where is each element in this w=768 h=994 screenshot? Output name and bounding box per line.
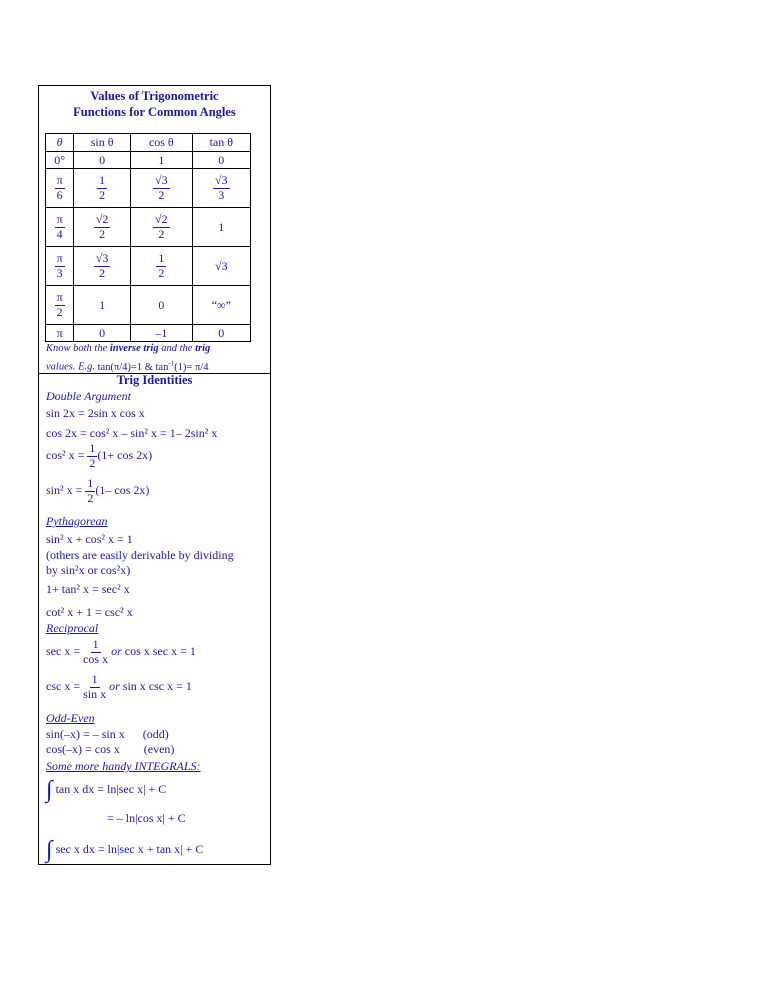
identity-sec: [46, 638, 196, 667]
frac-den: 2: [158, 265, 165, 280]
eq-rhs: sin x csc x = 1: [122, 679, 192, 694]
eq-tag: (even): [143, 742, 175, 756]
frac-den: 2: [89, 455, 96, 470]
cell-tan: 0: [192, 325, 250, 342]
frac-den: 2: [87, 490, 94, 505]
cell-sin: [74, 169, 131, 208]
table-row: [46, 208, 251, 247]
identity-sin-2x: sin 2x = 2sin x cos x: [46, 406, 145, 420]
frac-num: 1: [89, 441, 96, 455]
cell-sin: 0: [74, 325, 131, 342]
odd-even-heading: Odd-Even: [46, 711, 95, 725]
integral-sign: ∫: [46, 837, 53, 863]
identity-cos-2x: cos 2x = cos² x – sin² x = 1– 2sin² x: [46, 426, 218, 440]
cell-angle: 0°: [46, 152, 74, 169]
eq-lhs: cos² x =: [46, 448, 85, 463]
cell-angle: [46, 247, 74, 286]
frac-den: cos x: [83, 651, 109, 666]
title-line-1: Values of Trigonometric: [90, 89, 219, 103]
eq-tag: (odd): [142, 727, 169, 741]
cell-cos: [131, 247, 193, 286]
cell-tan: √3: [192, 247, 250, 286]
frac-num: √3: [215, 172, 228, 187]
header-sin: sin θ: [74, 134, 131, 152]
frac-num: 1: [91, 672, 98, 686]
identity-sin-squared: [46, 477, 149, 506]
frac-den: 4: [56, 226, 63, 241]
frac-num: π: [56, 250, 63, 265]
frac-den: 2: [158, 187, 165, 202]
trig-reference-card: [38, 85, 271, 865]
frac-num: 1: [99, 172, 106, 187]
cell-sin: [74, 247, 131, 286]
identity-cos-squared: [46, 442, 152, 471]
integral-sign: ∫: [46, 777, 53, 803]
frac-den: 2: [99, 226, 106, 241]
reciprocal-heading: Reciprocal: [46, 621, 99, 635]
or-word: or: [109, 679, 120, 694]
note-eq: tan(π/4)=1 & tan: [97, 361, 169, 373]
note-eq2: (1)= π/4: [174, 361, 209, 373]
frac-num: π: [56, 172, 63, 187]
pythagorean-note-line-2: by sin²x or cos²x): [46, 563, 131, 577]
cell-cos: [131, 208, 193, 247]
frac-den: 3: [218, 187, 225, 202]
note-eg: E.g.: [78, 361, 95, 373]
title-line-2: Functions for Common Angles: [73, 105, 236, 119]
table-row: [46, 247, 251, 286]
identity-cot-csc: cot² x + 1 = csc² x: [46, 605, 133, 619]
eq-text: sin(–x) = – sin x: [46, 727, 125, 741]
cell-angle: [46, 169, 74, 208]
cell-cos: 1: [131, 152, 193, 169]
frac-num: √3: [155, 172, 168, 187]
eq-text: sec x dx = ln|sec x + tan x| + C: [55, 841, 204, 856]
note-text: values.: [46, 361, 76, 373]
identity-tan-sec: 1+ tan² x = sec² x: [46, 582, 130, 596]
frac-num: √2: [95, 211, 109, 226]
inverse-trig-note: [46, 342, 271, 375]
frac-num: √2: [155, 211, 168, 226]
note-text: Know both the: [46, 343, 110, 354]
integral-tan-alt: = – ln|cos x| + C: [107, 811, 186, 825]
integral-tan: [46, 778, 166, 802]
note-sup: -1: [168, 359, 175, 367]
frac-den: 2: [56, 304, 63, 319]
eq-lhs: sin² x =: [46, 483, 83, 498]
or-word: or: [111, 644, 122, 659]
trig-identities-title: Trig Identities: [116, 373, 193, 387]
table-row: [46, 169, 251, 208]
integral-sec: [46, 838, 203, 862]
identity-csc: [46, 673, 192, 702]
cell-cos: [131, 169, 193, 208]
cell-tan: 1: [192, 208, 250, 247]
frac-den: 6: [56, 187, 63, 202]
eq-rhs: (1+ cos 2x): [97, 448, 153, 463]
table-row: [46, 152, 251, 169]
eq-lhs: csc x =: [46, 679, 81, 694]
frac-num: 1: [87, 476, 94, 490]
note-text: and the: [158, 343, 196, 354]
header-theta: θ: [46, 134, 74, 152]
frac-num: π: [56, 289, 63, 304]
frac-num: √3: [95, 250, 109, 265]
frac-num: π: [56, 211, 63, 226]
cell-cos: –1: [131, 325, 193, 342]
frac-den: 2: [99, 265, 106, 280]
identity-sin-odd: [46, 727, 169, 742]
double-argument-heading: Double Argument: [46, 389, 131, 403]
header-tan: tan θ: [192, 134, 250, 152]
cell-angle: π: [46, 325, 74, 342]
pythagorean-heading: Pythagorean: [46, 514, 108, 528]
eq-text: tan x dx = ln|sec x| + C: [55, 781, 167, 796]
note-bold: trig: [195, 343, 211, 354]
trig-values-table: [45, 133, 251, 342]
eq-rhs: cos x sec x = 1: [124, 644, 196, 659]
cell-tan: [192, 169, 250, 208]
note-bold: inverse trig: [109, 343, 159, 354]
note-example: [97, 359, 209, 373]
cell-sin: 0: [74, 152, 131, 169]
identity-cos-even: [46, 742, 174, 757]
frac-num: 1: [158, 250, 165, 265]
table-row: [46, 325, 251, 342]
eq-text: cos(–x) = cos x: [46, 742, 120, 756]
cell-tan: 0: [192, 152, 250, 169]
frac-den: 3: [56, 265, 63, 280]
cell-tan: “∞”: [192, 286, 250, 325]
eq-rhs: (1– cos 2x): [95, 483, 150, 498]
table-header-row: [46, 134, 251, 152]
header-cos: cos θ: [131, 134, 193, 152]
eq-lhs: sec x =: [46, 644, 81, 659]
cell-sin: 1: [74, 286, 131, 325]
cell-cos: 0: [131, 286, 193, 325]
integrals-heading: Some more handy INTEGRALS:: [46, 759, 201, 773]
frac-den: 2: [99, 187, 106, 202]
frac-den: 2: [158, 226, 165, 241]
cell-angle: [46, 208, 74, 247]
frac-den: sin x: [83, 686, 107, 701]
table-row: [46, 286, 251, 325]
pythagorean-note-line-1: (others are easily derivable by dividing: [46, 548, 234, 562]
cell-angle: [46, 286, 74, 325]
cell-sin: [74, 208, 131, 247]
identity-pythagorean: sin² x + cos² x = 1: [46, 532, 133, 546]
card-title: [39, 88, 270, 120]
frac-num: 1: [92, 637, 99, 651]
